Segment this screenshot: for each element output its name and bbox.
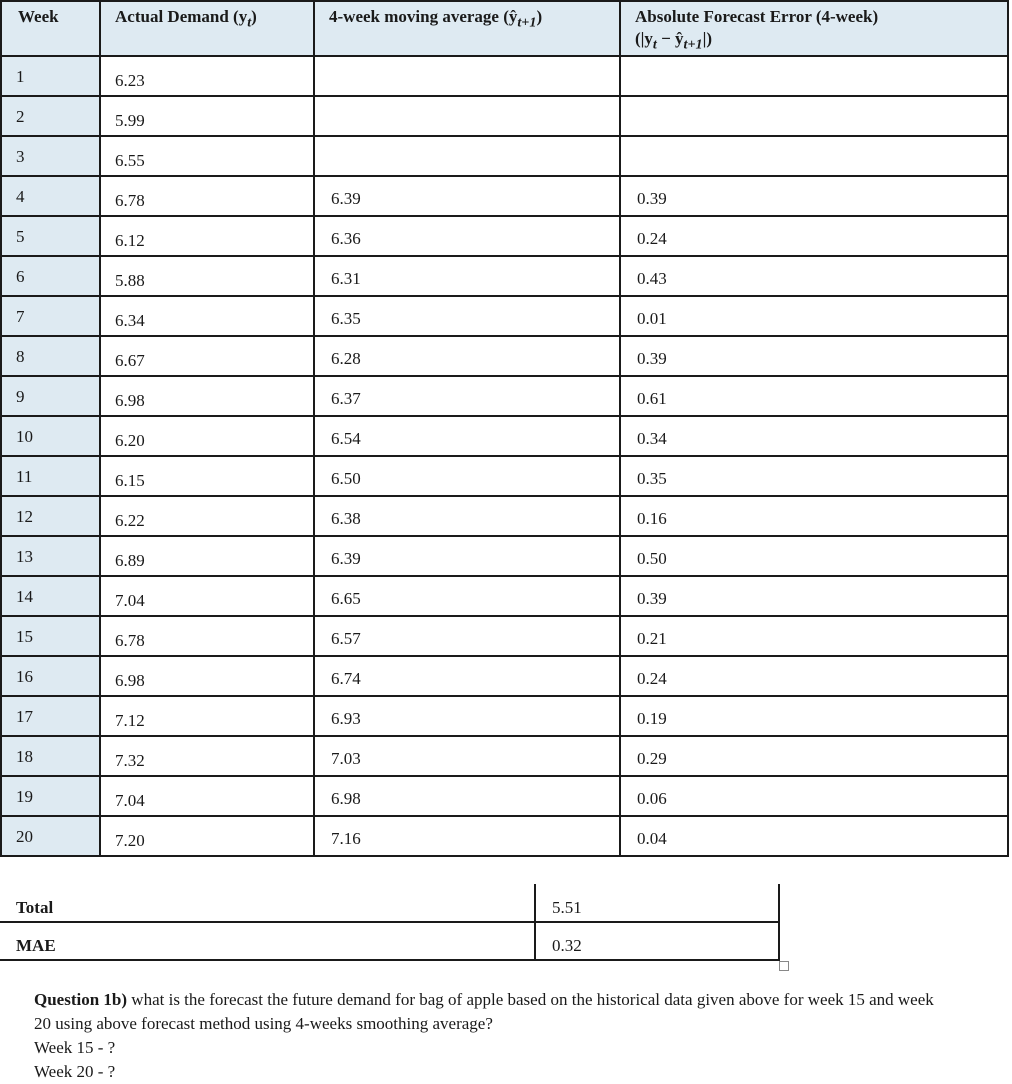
- error-cell: 0.50: [620, 536, 1008, 576]
- question-label: Question 1b): [34, 990, 128, 1009]
- week-cell: 9: [1, 376, 100, 416]
- week-cell: 1: [1, 56, 100, 96]
- header-actual-demand-sub: t: [247, 14, 252, 31]
- moving-average-cell: [314, 96, 620, 136]
- table-row: [1, 256, 1008, 296]
- week-cell: 8: [1, 336, 100, 376]
- error-cell: 0.01: [620, 296, 1008, 336]
- week-cell: 5: [1, 216, 100, 256]
- week-cell: 7: [1, 296, 100, 336]
- week-cell: 15: [1, 616, 100, 656]
- moving-average-cell: 6.98: [314, 776, 620, 816]
- week-cell: 17: [1, 696, 100, 736]
- header-moving-average-close: ): [536, 7, 543, 26]
- table-row: [1, 656, 1008, 696]
- formula-sub-t1: t+1: [683, 36, 703, 53]
- moving-average-cell: 6.31: [314, 256, 620, 296]
- moving-average-cell: 6.50: [314, 456, 620, 496]
- header-moving-average: [314, 1, 620, 56]
- total-label: Total: [0, 884, 535, 922]
- moving-average-cell: 6.54: [314, 416, 620, 456]
- table-row: [1, 616, 1008, 656]
- moving-average-cell: 6.57: [314, 616, 620, 656]
- error-cell: 0.39: [620, 336, 1008, 376]
- question-week20: Week 20 - ?: [34, 1062, 116, 1081]
- table-row: [1, 216, 1008, 256]
- week-cell: 11: [1, 456, 100, 496]
- week-cell: 16: [1, 656, 100, 696]
- demand-cell: 7.04: [100, 776, 314, 816]
- question-block: [34, 988, 934, 1084]
- moving-average-cell: 7.16: [314, 816, 620, 856]
- demand-cell: 6.22: [100, 496, 314, 536]
- header-actual-demand-close: ): [251, 7, 257, 26]
- mae-row: [0, 922, 779, 960]
- question-text: what is the forecast the future demand for bag of apple based on the historical data given above for week 15 and week 20 using above forecast method using 4-weeks smoothing average?: [34, 990, 934, 1033]
- demand-cell: 6.78: [100, 616, 314, 656]
- formula-mid: − ŷ: [656, 29, 684, 48]
- demand-cell: 7.32: [100, 736, 314, 776]
- table-row: [1, 536, 1008, 576]
- moving-average-cell: 6.36: [314, 216, 620, 256]
- table-row: [1, 696, 1008, 736]
- week-cell: 3: [1, 136, 100, 176]
- total-value: 5.51: [535, 884, 779, 922]
- error-cell: [620, 136, 1008, 176]
- week-cell: 19: [1, 776, 100, 816]
- error-cell: [620, 56, 1008, 96]
- demand-cell: 5.99: [100, 96, 314, 136]
- demand-cell: 6.89: [100, 536, 314, 576]
- moving-average-cell: [314, 136, 620, 176]
- demand-cell: 7.12: [100, 696, 314, 736]
- error-cell: 0.35: [620, 456, 1008, 496]
- formula-open: (|y: [635, 29, 653, 48]
- table-row: [1, 776, 1008, 816]
- error-cell: 0.06: [620, 776, 1008, 816]
- week-cell: 14: [1, 576, 100, 616]
- error-cell: 0.24: [620, 656, 1008, 696]
- mae-value: 0.32: [535, 922, 779, 960]
- header-week: Week: [1, 1, 100, 56]
- error-cell: 0.61: [620, 376, 1008, 416]
- demand-cell: 6.23: [100, 56, 314, 96]
- demand-cell: 6.67: [100, 336, 314, 376]
- header-actual-demand-text: Actual Demand (y: [115, 7, 248, 26]
- header-absolute-error: [620, 1, 1008, 56]
- week-cell: 10: [1, 416, 100, 456]
- formula-close: |): [702, 29, 713, 48]
- table-row: [1, 336, 1008, 376]
- week-cell: 2: [1, 96, 100, 136]
- moving-average-cell: 6.39: [314, 176, 620, 216]
- moving-average-cell: 6.39: [314, 536, 620, 576]
- error-cell: 0.24: [620, 216, 1008, 256]
- table-row: [1, 816, 1008, 856]
- error-cell: 0.39: [620, 576, 1008, 616]
- question-week15: Week 15 - ?: [34, 1038, 116, 1057]
- demand-cell: 6.15: [100, 456, 314, 496]
- table-row: [1, 456, 1008, 496]
- formula-sub-t: t: [652, 36, 657, 53]
- moving-average-cell: 6.65: [314, 576, 620, 616]
- table-resize-handle[interactable]: [779, 961, 789, 971]
- demand-cell: 6.55: [100, 136, 314, 176]
- week-cell: 18: [1, 736, 100, 776]
- week-cell: 4: [1, 176, 100, 216]
- table-row: [1, 136, 1008, 176]
- table-row: [1, 496, 1008, 536]
- table-row: [1, 416, 1008, 456]
- moving-average-cell: 6.35: [314, 296, 620, 336]
- table-row: [1, 56, 1008, 96]
- error-cell: 0.43: [620, 256, 1008, 296]
- error-cell: 0.29: [620, 736, 1008, 776]
- demand-cell: 6.98: [100, 656, 314, 696]
- moving-average-cell: 6.74: [314, 656, 620, 696]
- header-moving-average-sub: t+1: [517, 14, 537, 31]
- table-row: [1, 296, 1008, 336]
- moving-average-cell: 6.93: [314, 696, 620, 736]
- moving-average-cell: [314, 56, 620, 96]
- table-row: [1, 96, 1008, 136]
- demand-cell: 6.78: [100, 176, 314, 216]
- week-cell: 12: [1, 496, 100, 536]
- error-cell: [620, 96, 1008, 136]
- demand-cell: 6.34: [100, 296, 314, 336]
- demand-cell: 7.04: [100, 576, 314, 616]
- table-row: [1, 376, 1008, 416]
- table-row: [1, 576, 1008, 616]
- moving-average-cell: 6.38: [314, 496, 620, 536]
- error-cell: 0.21: [620, 616, 1008, 656]
- moving-average-cell: 6.37: [314, 376, 620, 416]
- error-cell: 0.19: [620, 696, 1008, 736]
- header-row: [1, 1, 1008, 56]
- header-moving-average-text: 4-week moving average (ŷ: [329, 7, 518, 26]
- demand-cell: 5.88: [100, 256, 314, 296]
- demand-cell: 7.20: [100, 816, 314, 856]
- question-paragraph: [34, 988, 934, 1036]
- moving-average-cell: 6.28: [314, 336, 620, 376]
- week-cell: 20: [1, 816, 100, 856]
- error-cell: 0.39: [620, 176, 1008, 216]
- table-row: [1, 736, 1008, 776]
- error-cell: 0.16: [620, 496, 1008, 536]
- error-cell: 0.04: [620, 816, 1008, 856]
- header-absolute-error-title: Absolute Forecast Error (4-week): [635, 7, 879, 26]
- summary-table: [0, 884, 780, 961]
- demand-cell: 6.20: [100, 416, 314, 456]
- table-body: [1, 56, 1008, 856]
- moving-average-cell: 7.03: [314, 736, 620, 776]
- week-cell: 6: [1, 256, 100, 296]
- table-row: [1, 176, 1008, 216]
- week-cell: 13: [1, 536, 100, 576]
- error-cell: 0.34: [620, 416, 1008, 456]
- demand-cell: 6.98: [100, 376, 314, 416]
- mae-label: MAE: [0, 922, 535, 960]
- total-row: [0, 884, 779, 922]
- header-actual-demand: [100, 1, 314, 56]
- header-absolute-error-formula: [635, 28, 993, 55]
- demand-cell: 6.12: [100, 216, 314, 256]
